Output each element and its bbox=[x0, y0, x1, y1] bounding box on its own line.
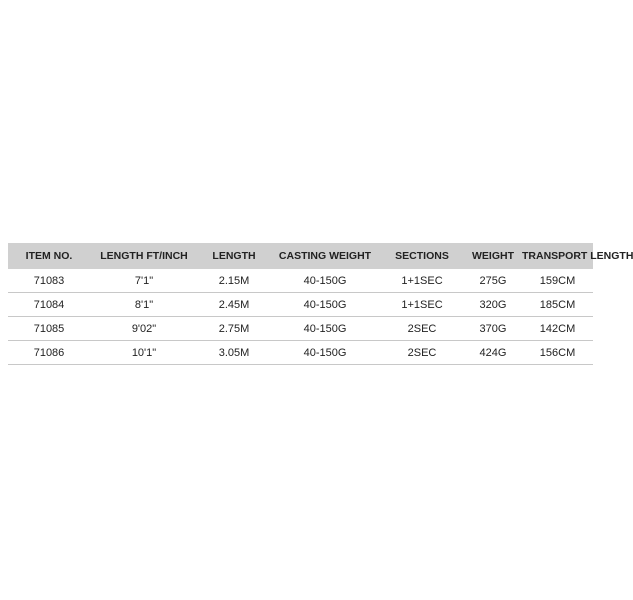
cell-length: 3.05M bbox=[198, 341, 270, 365]
cell-casting-weight: 40-150G bbox=[270, 341, 380, 365]
table-row bbox=[8, 317, 593, 341]
cell-length: 2.15M bbox=[198, 269, 270, 293]
cell-sections: 2SEC bbox=[380, 317, 464, 341]
cell-transport-length: 159CM bbox=[522, 269, 593, 293]
header-item-no: ITEM NO. bbox=[25, 250, 73, 262]
cell-transport-length: 142CM bbox=[522, 317, 593, 341]
header-row bbox=[8, 243, 593, 269]
cell-item-no: 71086 bbox=[8, 341, 90, 365]
cell-weight: 320G bbox=[464, 293, 522, 317]
header-length: LENGTH bbox=[212, 250, 256, 262]
cell-casting-weight: 40-150G bbox=[270, 317, 380, 341]
cell-item-no: 71085 bbox=[8, 317, 90, 341]
cell-item-no: 71083 bbox=[8, 269, 90, 293]
cell-length-ft-inch: 9'02" bbox=[90, 317, 198, 341]
spec-table bbox=[8, 243, 633, 365]
cell-item-no: 71084 bbox=[8, 293, 90, 317]
cell-weight: 370G bbox=[464, 317, 522, 341]
cell-length-ft-inch: 8'1" bbox=[90, 293, 198, 317]
table-row bbox=[8, 293, 593, 317]
header-transport-length: TRANSPORT LENGTH bbox=[522, 250, 633, 262]
table-header bbox=[8, 243, 633, 269]
cell-sections: 2SEC bbox=[380, 341, 464, 365]
cell-transport-length: 156CM bbox=[522, 341, 593, 365]
table-body bbox=[8, 269, 593, 365]
cell-casting-weight: 40-150G bbox=[270, 293, 380, 317]
cell-casting-weight: 40-150G bbox=[270, 269, 380, 293]
cell-length: 2.75M bbox=[198, 317, 270, 341]
cell-length: 2.45M bbox=[198, 293, 270, 317]
cell-weight: 275G bbox=[464, 269, 522, 293]
cell-transport-length: 185CM bbox=[522, 293, 593, 317]
cell-sections: 1+1SEC bbox=[380, 269, 464, 293]
header-casting-weight: CASTING WEIGHT bbox=[278, 250, 372, 262]
header-weight: WEIGHT bbox=[472, 250, 514, 262]
cell-length-ft-inch: 7'1" bbox=[90, 269, 198, 293]
table-row bbox=[8, 341, 593, 365]
header-length-ft-inch: LENGTH FT/INCH bbox=[100, 250, 188, 262]
table-row bbox=[8, 269, 593, 293]
cell-sections: 1+1SEC bbox=[380, 293, 464, 317]
header-sections: SECTIONS bbox=[395, 250, 449, 262]
cell-length-ft-inch: 10'1" bbox=[90, 341, 198, 365]
cell-weight: 424G bbox=[464, 341, 522, 365]
